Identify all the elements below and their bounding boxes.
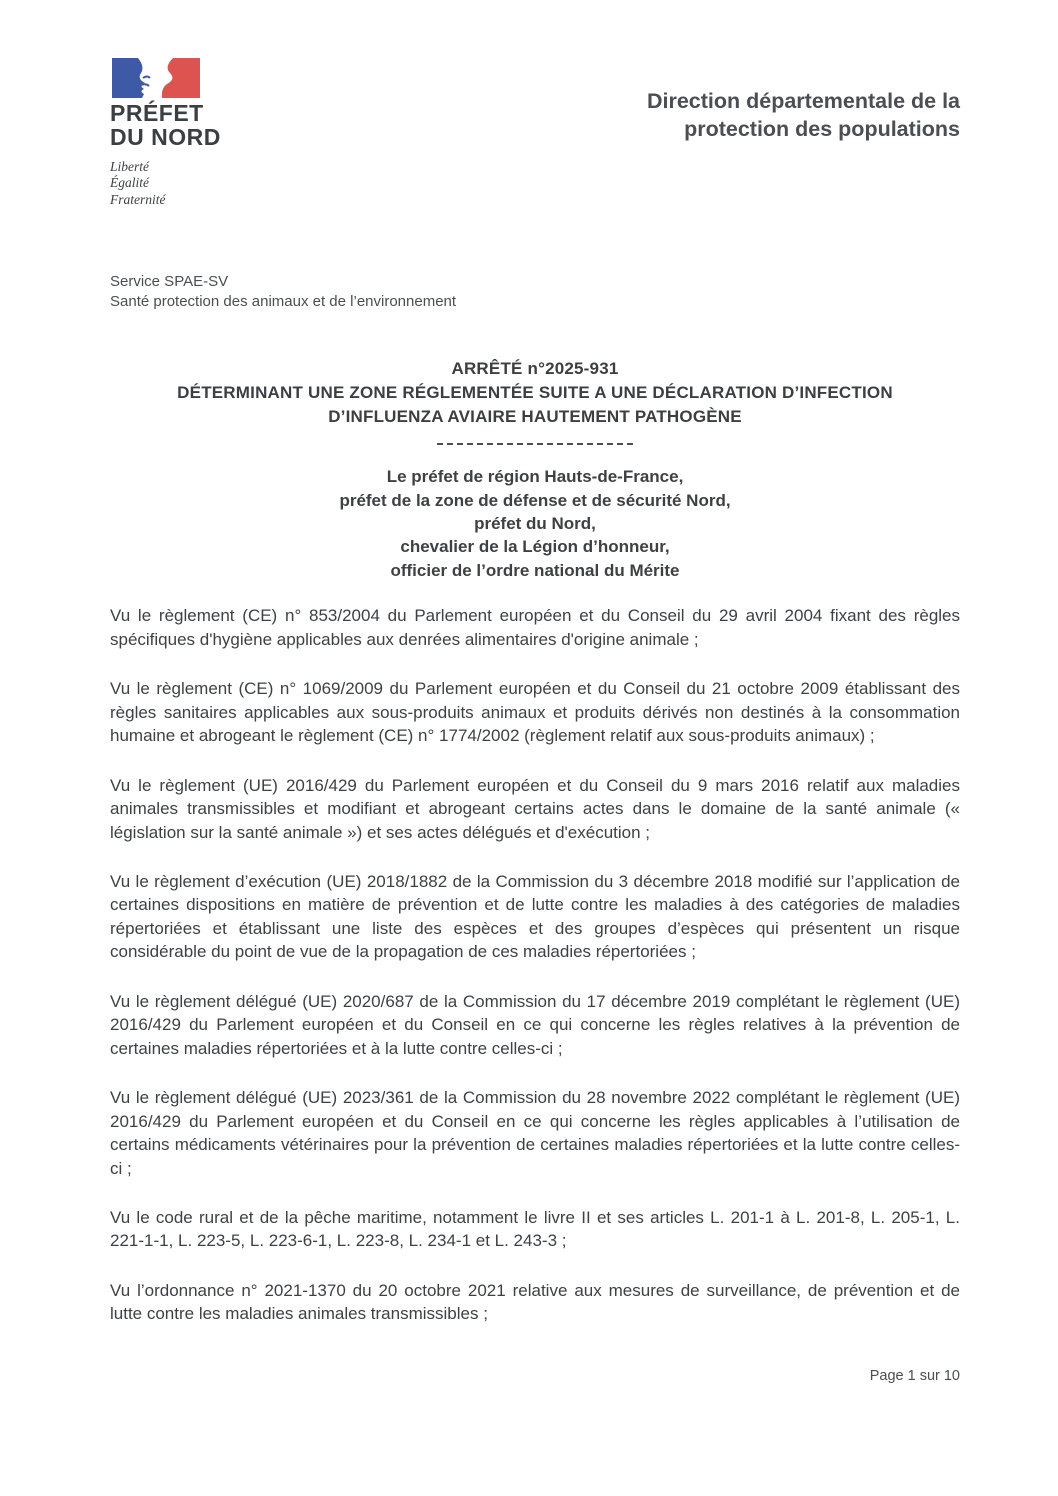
decree-number: ARRÊTÉ n°2025-931: [451, 358, 619, 378]
decree-title-line3: D’INFLUENZA AVIAIRE HAUTEMENT PATHOGÈNE: [328, 406, 742, 426]
prefecture-brand-block: [110, 58, 430, 208]
direction-title-line2: protection des populations: [684, 116, 960, 141]
direction-title: [647, 88, 960, 144]
decree-title: [110, 357, 960, 429]
motto-egalite: Égalité: [110, 175, 149, 191]
recital-paragraph: Vu le code rural et de la pêche maritime, notamment le livre II et ses articles L. 201-1 à L. 201-8, L. 205-1, L. 221-1-1, L. 223-5, L. 223-6-1, L. 223-8, L. 234-1 et L. 243-3 ;: [110, 1207, 960, 1251]
issuer-line: chevalier de la Légion d’honneur,: [400, 537, 670, 557]
recital-paragraph: Vu le règlement délégué (UE) 2023/361 de la Commission du 28 novembre 2022 complétant le règlement (UE) 2016/429 du Parlement européen et du Conseil en ce qui concerne les règles applicables à l’utilisation de certains médicaments vétérinaires pour la prévention de certaines maladies répertoriées et la lutte contre celles-ci ;: [110, 1088, 960, 1178]
prefecture-name-line2: DU NORD: [110, 123, 221, 150]
issuer-line: Le préfet de région Hauts-de-France,: [386, 467, 684, 487]
recital-paragraph: Vu le règlement (CE) n° 853/2004 du Parlement européen et du Conseil du 29 avril 2004 fixant des règles spécifiques d'hygiène applicables aux denrées alimentaires d'origine animale ;: [110, 606, 960, 649]
service-block: [110, 272, 960, 313]
issuer-block: [110, 465, 960, 582]
issuer-line: préfet de la zone de défense et de sécurité Nord,: [339, 490, 731, 510]
direction-title-line1: Direction départementale de la: [646, 89, 960, 113]
recital-paragraph: Vu le règlement d’exécution (UE) 2018/1882 de la Commission du 3 décembre 2018 modifié sur l’application de certaines dispositions en matière de prévention et de lutte contre les maladies à des catégories de maladies répertoriées et établissant une liste des espèces et des groupes d’espèces qui présentent un risque considérable du point de vue de la propagation de ces maladies répertoriées ;: [110, 871, 960, 962]
recital-paragraph: Vu le règlement (CE) n° 1069/2009 du Parlement européen et du Conseil du 21 octobre 2009 établissant des règles sanitaires applicables aux sous-produits animaux et produits dérivés non destinés à la consommation humaine et abrogeant le règlement (CE) n° 1774/2002 (règlement relatif aux sous-produits animaux) ;: [110, 679, 960, 746]
prefecture-name: [110, 102, 430, 150]
prefecture-name-line1: PRÉFET: [110, 100, 204, 126]
dashed-separator: [437, 443, 633, 445]
recitals-section: [110, 604, 960, 1325]
issuer-line: officier de l’ordre national du Mérite: [390, 560, 680, 580]
recital-paragraph: Vu l’ordonnance n° 2021-1370 du 20 octobre 2021 relative aux mesures de surveillance, de prévention et de lutte contre les maladies animales transmissibles ;: [110, 1280, 960, 1324]
republic-motto: [110, 159, 430, 208]
issuer-line: préfet du Nord,: [474, 514, 596, 533]
recital-paragraph: Vu le règlement (UE) 2016/429 du Parlement européen et du Conseil du 9 mars 2016 relatif aux maladies animales transmissibles et modifiant et abrogeant certains actes dans le domaine de la santé animale (« législation sur la santé animale ») et ses actes délégués et d'exécution ;: [110, 775, 960, 842]
motto-liberte: Liberté: [110, 158, 149, 174]
page-header: [110, 58, 960, 208]
service-description: Santé protection des animaux et de l’environnement: [110, 293, 457, 311]
recital-paragraph: Vu le règlement délégué (UE) 2020/687 de la Commission du 17 décembre 2019 complétant le règlement (UE) 2016/429 du Parlement européen et du Conseil en ce qui concerne les règles relatives à la prévention de certaines maladies répertoriées et à la lutte contre celles-ci ;: [110, 991, 960, 1058]
motto-fraternite: Fraternité: [110, 191, 166, 207]
decree-title-line2: DÉTERMINANT UNE ZONE RÉGLEMENTÉE SUITE A UNE DÉCLARATION D’INFECTION: [177, 382, 893, 402]
page-number: Page 1 sur 10: [869, 1368, 960, 1384]
service-name: Service SPAE-SV: [110, 273, 229, 291]
marianne-flag-icon: [112, 58, 200, 98]
